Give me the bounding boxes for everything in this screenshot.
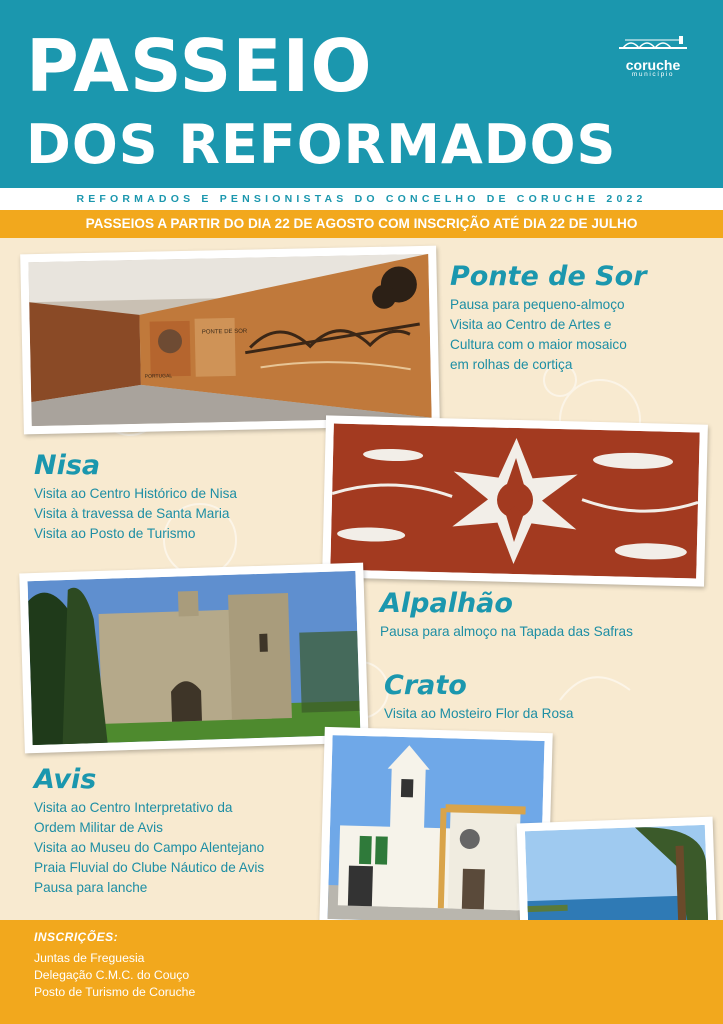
list-item: Visita ao Centro Histórico de Nisa bbox=[34, 486, 237, 501]
list-item: Cultura com o maior mosaico bbox=[450, 337, 627, 352]
mosaic-sign-text: PONTE DE SOR bbox=[201, 328, 248, 336]
destination-title: Alpalhão bbox=[380, 588, 513, 619]
logo-name: coruche bbox=[625, 57, 681, 73]
list-item: Pausa para lanche bbox=[34, 880, 148, 895]
destination-title: Crato bbox=[384, 670, 467, 701]
dates-banner: PASSEIOS A PARTIR DO DIA 22 DE AGOSTO COM INSCRIÇÃO ATÉ DIA 22 DE JULHO bbox=[0, 210, 723, 238]
registration-title: INSCRIÇÕES: bbox=[34, 930, 119, 944]
list-item: Ordem Militar de Avis bbox=[34, 820, 163, 835]
list-item: Visita à travessa de Santa Maria bbox=[34, 506, 230, 521]
list-item: Visita ao Posto de Turismo bbox=[34, 526, 196, 541]
list-item: Visita ao Centro de Artes e bbox=[450, 317, 612, 332]
list-item: Visita ao Mosteiro Flor da Rosa bbox=[384, 706, 574, 721]
page-title-line2: DOS REFORMADOS bbox=[26, 113, 617, 176]
destination-nisa bbox=[34, 450, 237, 544]
registration-place: Posto de Turismo de Coruche bbox=[34, 985, 196, 999]
list-item: Pausa para almoço na Tapada das Safras bbox=[380, 624, 633, 639]
list-item: Pausa para pequeno-almoço bbox=[450, 297, 625, 312]
destination-title: Avis bbox=[34, 764, 97, 795]
header-banner bbox=[0, 0, 723, 188]
subtitle-bar: REFORMADOS E PENSIONISTAS DO CONCELHO DE CORUCHE 2022 bbox=[0, 188, 723, 210]
coruche-logo bbox=[617, 34, 689, 79]
destination-title: Ponte de Sor bbox=[450, 261, 647, 292]
destination-ponte-de-sor bbox=[450, 261, 647, 375]
destination-crato bbox=[384, 670, 573, 724]
page-title: PASSEIO bbox=[26, 24, 373, 108]
list-item: em rolhas de cortiça bbox=[450, 357, 573, 372]
photo-ponte-de-sor bbox=[20, 246, 440, 435]
registration-place: Juntas de Freguesia bbox=[34, 951, 145, 965]
destination-alpalhao bbox=[380, 588, 633, 642]
destination-avis bbox=[34, 764, 264, 898]
logo-subtitle: município bbox=[631, 71, 675, 78]
list-item: Visita ao Centro Interpretativo da bbox=[34, 800, 233, 815]
registration-place: Delegação C.M.C. do Couço bbox=[34, 968, 190, 982]
list-item: Visita ao Museu do Campo Alentejano bbox=[34, 840, 265, 855]
mosaic-country-text: PORTUGAL bbox=[144, 373, 173, 380]
bridge-icon bbox=[617, 34, 689, 52]
registration-info bbox=[34, 930, 195, 1001]
photo-alpalhao bbox=[19, 563, 368, 754]
list-item: Praia Fluvial do Clube Náutico de Avis bbox=[34, 860, 265, 875]
photo-nisa bbox=[322, 415, 708, 586]
destination-title: Nisa bbox=[34, 450, 101, 481]
